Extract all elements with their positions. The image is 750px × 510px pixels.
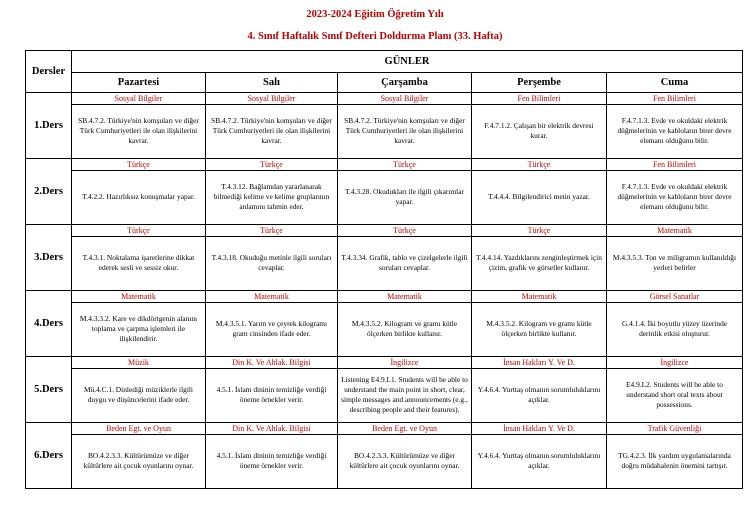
lesson-cell-tuesday [206,357,338,423]
lesson-row [26,357,743,423]
learning-objective: F.4.7.1.3. Evde ve okuldaki elektrik düğmelerinin ve kabloların birer devre elemanı olduğunu bilir. [617,182,732,211]
subject-name: Beden Egt. ve Oyun [338,423,471,435]
learning-objective: SB.4.7.2. Türkiye'nin komşuları ve diğer Türk Cumhuriyetleri ile olan ilişkilerini kavrar. [78,116,199,145]
day-header-monday: Pazartesi [72,73,206,93]
lesson-cell-tuesday [206,225,338,291]
subject-name: Din K. Ve Ahlak. Bilgisi [206,423,337,435]
learning-objective: E4.9.L2. Students will be able to understand short oral texts about possessions. [626,380,723,409]
learning-objective: BO.4.2.3.3. Kültürümüze ve diğer kültürlere ait çocuk oyunlarını oynar. [83,451,194,470]
subject-name: Sosyal Bilgiler [72,93,205,105]
subject-name: Matematik [607,225,742,237]
lesson-cell-friday [607,423,743,489]
subject-name: Sosyal Bilgiler [206,93,337,105]
subject-name: Matematik [72,291,205,303]
subject-name: İnsan Hakları Y. Ve D. [472,357,606,369]
learning-objective: 4.5.1. İslam dininin temizliğe verdiği öneme örnekler verir. [216,385,327,404]
day-header-tuesday: Salı [206,73,338,93]
subject-name: İnsan Hakları Y. Ve D. [472,423,606,435]
subject-name: Görsel Sanatlar [607,291,742,303]
subject-name: Türkçe [72,159,205,171]
lesson-label: 2.Ders [26,159,72,225]
subject-name: Matematik [338,291,471,303]
learning-objective: Listening E4.9.L1. Students will be able to understand the main point in short, clear, simple messages and announcements (e.g., describing people and their features). [341,375,468,414]
learning-objective: T.4.3.1. Noktalama işaretlerine dikkat ederek sesli ve sessiz okur. [82,253,195,272]
learning-objective: T.4.3.18. Okuduğu metinle ilgili soruları cevaplar. [211,253,332,272]
learning-objective: Mü.4.C.1. Dinlediği müziklerle ilgili duygu ve düşüncelerini ifade eder. [83,385,193,404]
lesson-row [26,159,743,225]
lesson-cell-friday [607,291,743,357]
subject-name: Sosyal Bilgiler [338,93,471,105]
learning-objective: T.4.3.12. Bağlamdan yararlanarak bilmediği kelime ve kelime gruplarının anlamını tahmin eder. [213,182,330,211]
lesson-cell-monday [72,93,206,159]
subject-name: Din K. Ve Ahlak. Bilgisi [206,357,337,369]
lesson-cell-monday [72,357,206,423]
lesson-label: 5.Ders [26,357,72,423]
learning-objective: F.4.7.1.2. Çalışan bir elektrik devresi kurar. [484,121,594,140]
lesson-cell-thursday [472,357,607,423]
lesson-cell-thursday [472,291,607,357]
day-header-friday: Cuma [607,73,743,93]
learning-objective: T.4.3.34. Grafik, tablo ve çizelgelerle ilgili soruları cevaplar. [341,253,468,272]
subject-name: Matematik [206,291,337,303]
learning-objective: T.4.4.14. Yazdıklarını zenginleştirmek için çizim, grafik ve görseller kullanır. [476,253,602,272]
subject-name: Türkçe [338,159,471,171]
weekly-plan-table [25,50,743,489]
subject-name: Fen Bilimleri [472,93,606,105]
lesson-cell-thursday [472,423,607,489]
learning-objective: BO.4.2.3.3. Kültürümüze ve diğer kültürlere ait çocuk oyunlarını oynar. [349,451,460,470]
lesson-cell-friday [607,225,743,291]
lesson-cell-friday [607,357,743,423]
lesson-cell-monday [72,225,206,291]
learning-objective: T.4.3.28. Okudukları ile ilgili çıkarımlar yapar. [345,187,464,206]
lesson-label: 6.Ders [26,423,72,489]
document-title: 2023-2024 Eğitim Öğretim Yılı [306,9,444,20]
learning-objective: T.4.2.2. Hazırlıksız konuşmalar yapar. [82,192,195,201]
lesson-cell-wednesday [338,159,472,225]
lesson-cell-wednesday [338,291,472,357]
learning-objective: TG.4.2.3. İlk yardım uygulamalarında doğru müdahalenin önemini tartışır. [618,451,731,470]
subject-name: Türkçe [72,225,205,237]
lesson-cell-friday [607,93,743,159]
lesson-cell-monday [72,423,206,489]
lesson-row [26,93,743,159]
lesson-cell-friday [607,159,743,225]
subject-name: Türkçe [472,225,606,237]
learning-objective: T.4.4.4. Bilgilendirici metin yazar. [488,192,590,201]
column-header-gunler: GÜNLER [72,51,743,73]
column-header-dersler: Dersler [26,51,72,93]
lesson-cell-tuesday [206,159,338,225]
document-subtitle: 4. Sınıf Haftalık Sınıf Defteri Doldurma Planı (33. Hafta) [247,31,503,42]
lesson-label: 1.Ders [26,93,72,159]
learning-objective: M.4.3.5.3. Ton ve miligramın kullanıldığı yerleri belirler [612,253,737,272]
lesson-row [26,423,743,489]
learning-objective: M.4.3.5.1. Yarım ve çeyrek kilogramı gram cinsinden ifade eder. [215,319,328,338]
subject-name: Matematik [472,291,606,303]
subject-name: Trafik Güvenliği [607,423,742,435]
subject-name: Türkçe [338,225,471,237]
subject-name: İngilizce [607,357,742,369]
subject-name: Fen Bilimleri [607,93,742,105]
learning-objective: M.4.3.5.2. Kilogram ve gramı kütle ölçerken birlikte kullanır. [351,319,458,338]
lesson-cell-thursday [472,93,607,159]
lesson-cell-tuesday [206,423,338,489]
lesson-cell-wednesday [338,423,472,489]
lesson-cell-thursday [472,225,607,291]
learning-objective: F.4.7.1.3. Evde ve okuldaki elektrik düğmelerinin ve kabloların birer devre elemanı olduğunu bilir. [617,116,732,145]
subject-name: Türkçe [206,159,337,171]
lesson-cell-tuesday [206,93,338,159]
learning-objective: M.4.3.3.2. Kare ve dikdörtgenin alanını toplama ve çarpma işlemleri ile ilişkilendirir. [79,314,198,343]
lesson-cell-monday [72,291,206,357]
lesson-row [26,291,743,357]
lesson-cell-monday [72,159,206,225]
subject-name: Beden Egt. ve Oyun [72,423,205,435]
learning-objective: Y.4.6.4. Yurttaş olmanın sorumluluklarını açıklar. [477,385,601,404]
learning-objective: G.4.1.4. İki boyutlu yüzey üzerinde derinlik etkisi oluşturur. [621,319,728,338]
lesson-cell-wednesday [338,93,472,159]
lesson-cell-tuesday [206,291,338,357]
day-header-wednesday: Çarşamba [338,73,472,93]
lesson-cell-wednesday [338,357,472,423]
learning-objective: SB.4.7.2. Türkiye'nin komşuları ve diğer Türk Cumhuriyetleri ile olan ilişkilerini kavrar. [211,116,332,145]
lesson-cell-wednesday [338,225,472,291]
lesson-cell-thursday [472,159,607,225]
learning-objective: Y.4.6.4. Yurttaş olmanın sorumluluklarını açıklar. [477,451,601,470]
lesson-row [26,225,743,291]
subject-name: Türkçe [472,159,606,171]
subject-name: İngilizce [338,357,471,369]
learning-objective: SB.4.7.2. Türkiye'nin komşuları ve diğer Türk Cumhuriyetleri ile olan ilişkilerini kavrar. [344,116,465,145]
lesson-label: 4.Ders [26,291,72,357]
lesson-label: 3.Ders [26,225,72,291]
subject-name: Türkçe [206,225,337,237]
day-header-thursday: Perşembe [472,73,607,93]
subject-name: Müzik [72,357,205,369]
learning-objective: 4.5.1. İslam dininin temizliğe verdiği öneme örnekler verir. [216,451,327,470]
learning-objective: M.4.3.5.2. Kilogram ve gramı kütle ölçerken birlikte kullanır. [486,319,592,338]
subject-name: Fen Bilimleri [607,159,742,171]
